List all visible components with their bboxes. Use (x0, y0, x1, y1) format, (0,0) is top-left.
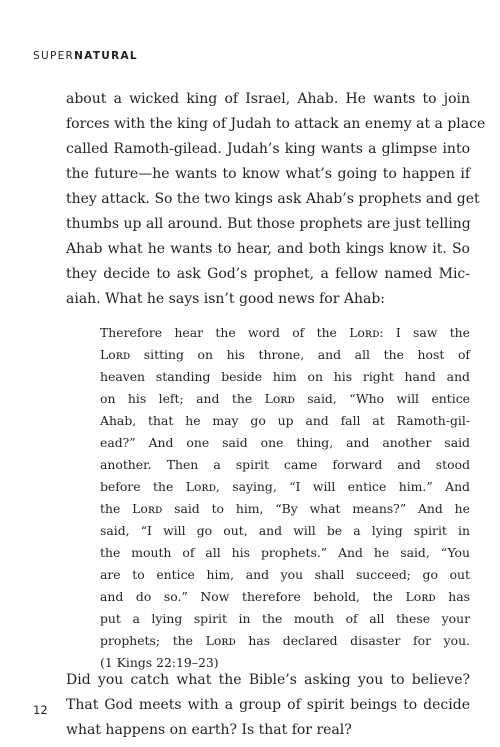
quote-line: put a lying spirit in the mouth of all these your (100, 611, 470, 626)
quote-line: prophets; the Lᴏʀᴅ has declared disaster for you. (100, 633, 470, 648)
text-line: Did you catch what the Bible’s asking you to believe? (66, 672, 470, 688)
quote-line: before the Lᴏʀᴅ, saying, “I will entice him.” And (100, 479, 470, 494)
text-line: That God meets with a group of spirit beings to decide (66, 697, 470, 713)
running-head-part-2: NATURAL (74, 50, 138, 62)
text-line: what happens on earth? Is that for real? (66, 722, 352, 738)
text-line: they attack. So the two kings ask Ahab’s prophets and get (66, 191, 480, 207)
quote-citation: (1 Kings 22:19–23) (100, 655, 219, 670)
page-number: 12 (33, 703, 48, 717)
quote-line: heaven standing beside him on his right hand and (100, 369, 470, 384)
quote-line: Ahab, that he may go up and fall at Ramoth-gil- (100, 413, 470, 428)
text-line: forces with the king of Judah to attack an enemy at a place (66, 116, 486, 132)
text-line: they decide to ask God’s prophet, a fellow named Mic- (66, 266, 470, 282)
quote-line: are to entice him, and you shall succeed; go out (100, 567, 470, 582)
text-line: called Ramoth-gilead. Judah’s king wants a glimpse into (66, 141, 470, 157)
quote-line: said, “I will go out, and will be a lying spirit in (100, 523, 470, 538)
quote-line: the mouth of all his prophets.” And he said, “You (100, 545, 470, 560)
text-line: thumbs up all around. But those prophets are just telling (66, 216, 471, 232)
running-head-part-1: SUPER (33, 50, 75, 62)
text-line: aiah. What he says isn’t good news for Ahab: (66, 291, 386, 307)
quote-line: the Lᴏʀᴅ said to him, “By what means?” And he (100, 501, 470, 516)
quote-line: on his left; and the Lᴏʀᴅ said, “Who will entice (100, 391, 470, 406)
quote-line: and do so.” Now therefore behold, the Lᴏʀᴅ has (100, 589, 470, 604)
quote-line: Therefore hear the word of the Lᴏʀᴅ: I saw the (100, 325, 470, 340)
running-head (33, 50, 138, 62)
quote-line: another. Then a spirit came forward and stood (100, 457, 470, 472)
text-line: the future—he wants to know what’s going to happen if (66, 166, 470, 182)
quote-line: Lᴏʀᴅ sitting on his throne, and all the host of (100, 347, 470, 362)
text-line: Ahab what he wants to hear, and both kings know it. So (66, 241, 470, 257)
text-line: about a wicked king of Israel, Ahab. He wants to join (66, 91, 470, 107)
quote-line: ead?” And one said one thing, and another said (100, 435, 470, 450)
